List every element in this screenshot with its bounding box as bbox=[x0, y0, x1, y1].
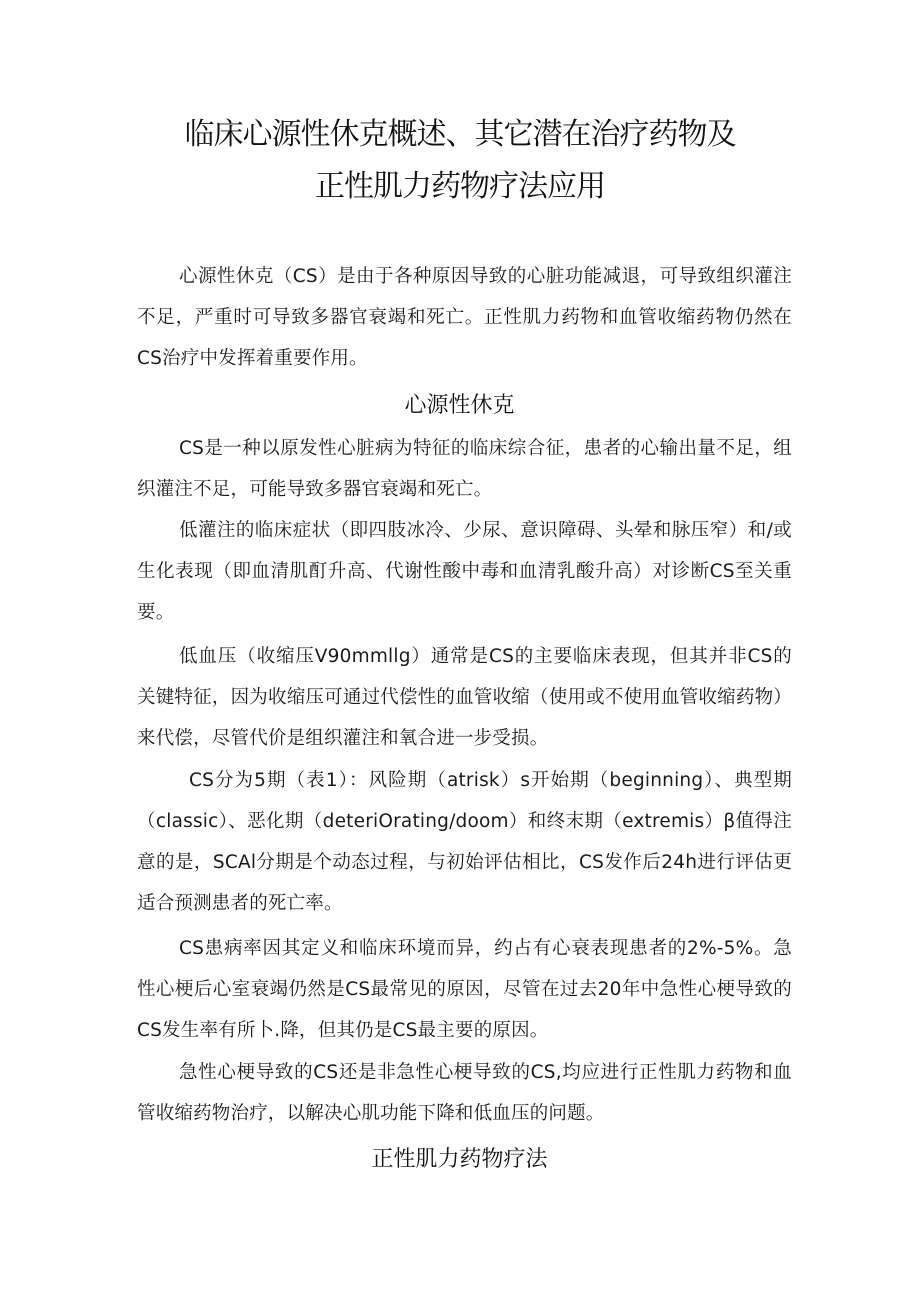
paragraph-stages: CS分为5期（表1）：风险期（atrisk）s开始期（beginning）、典型期（classic）、恶化期（deteriOrating/doom）和终末期（extremis）β值得注意的是，SCAl分期是个动态过程，与初始评估相比，CS发作后24h进行评估更适合预测患者的死亡率。 bbox=[137, 770, 792, 914]
intro-paragraph: 心源性休克（CS）是由于各种原因导致的心脏功能减退，可导致组织灌注不足，严重时可导致多器官衰竭和死亡。正性肌力药物和血管收缩药物仍然在CS治疗中发挥着重要作用。 bbox=[137, 266, 792, 369]
paragraph-definition: CS是一种以原发性心脏病为特征的临床综合征，患者的心输出量不足，组织灌注不足，可能导致多器官衰竭和死亡。 bbox=[137, 438, 792, 500]
paragraph-incidence: CS患病率因其定义和临床环境而异，约占有心衰表现患者的2%-5%。急性心梗后心室衰竭仍然是CS最常见的原因，尽管在过去20年中急性心梗导致的CS发生率有所卜.降，但其仍是CS最主要的原因。 bbox=[137, 938, 792, 1041]
paragraph-symptoms: 低灌注的临床症状（即四肢冰冷、少尿、意识障碍、头晕和脉压窄）和/或生化表现（即血清肌酊升高、代谢性酸中毒和血清乳酸升高）对诊断CS至关重要。 bbox=[137, 520, 792, 623]
document-title-line-1: 临床心源性休克概述、其它潜在治疗药物及 bbox=[184, 117, 736, 152]
paragraph-treatment: 急性心梗导致的CS还是非急性心梗导致的CS,均应进行正性肌力药物和血管收缩药物治疗，以解决心肌功能下降和低血压的问题。 bbox=[137, 1062, 792, 1124]
section-heading-inotrope-therapy: 正性肌力药物疗法 bbox=[371, 1147, 548, 1172]
document-title-line-2: 正性肌力药物疗法应用 bbox=[315, 169, 605, 204]
paragraph-hypotension: 低血压（收缩压V90mmllg）通常是CS的主要临床表现，但其并非CS的关键特征，因为收缩压可通过代偿性的血管收缩（使用或不使用血管收缩药物）来代偿，尽管代价是组织灌注和氧合进一步受损。 bbox=[137, 646, 792, 749]
section-heading-cardiogenic-shock: 心源性休克 bbox=[404, 393, 515, 418]
